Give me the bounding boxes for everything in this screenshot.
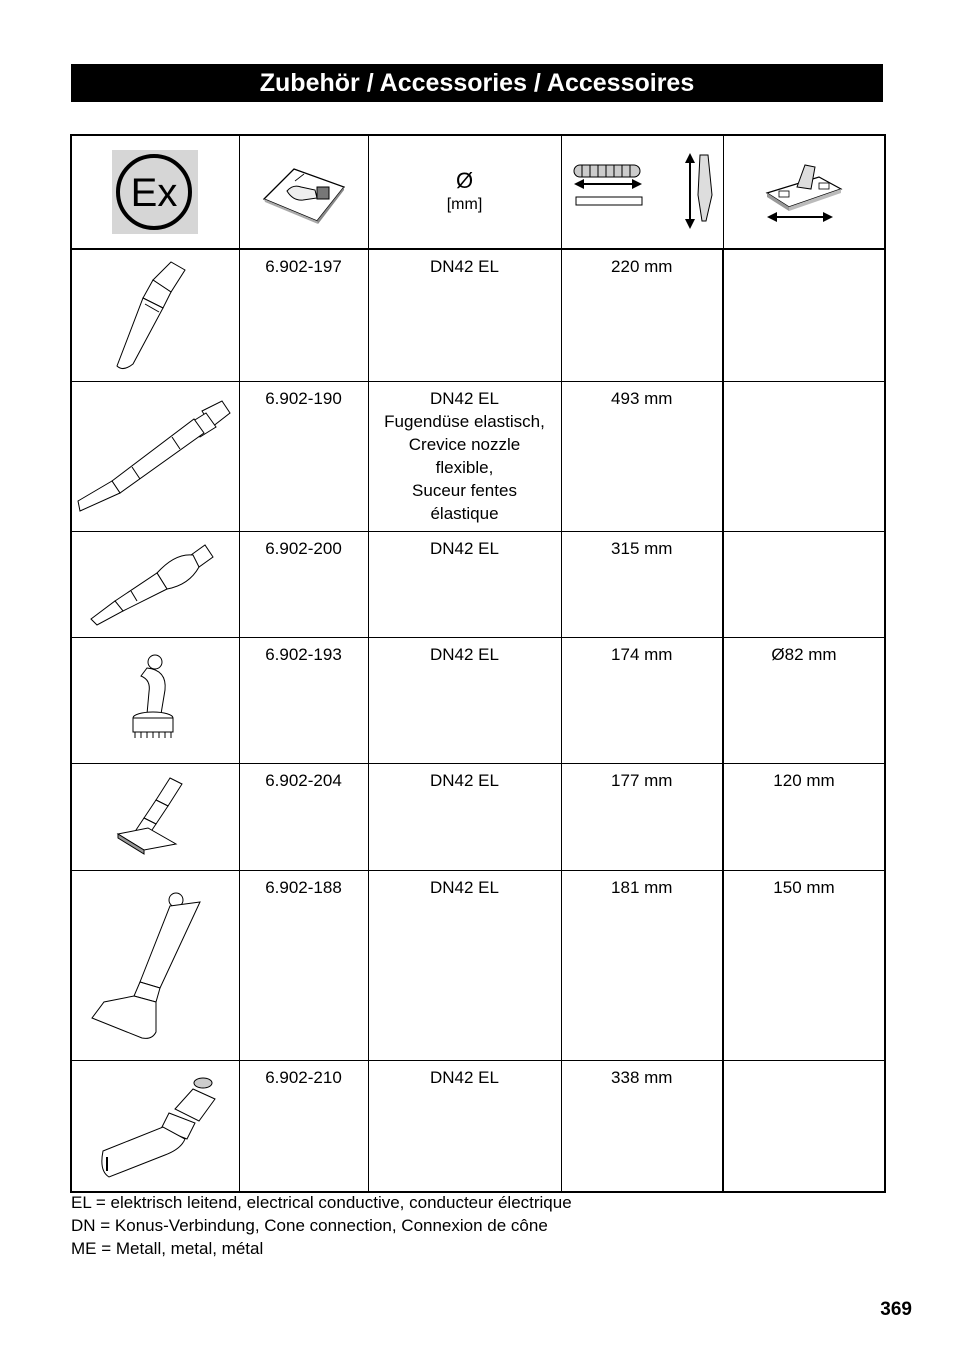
row-image-cell [71, 531, 239, 637]
part-number-cell: 6.902-197 [239, 249, 368, 381]
table-row [71, 763, 885, 870]
connection-cell: DN42 EL [368, 763, 561, 870]
part-number-cell: 6.902-204 [239, 763, 368, 870]
description-line: Fugendüse elastisch, [384, 411, 545, 431]
footnotes [71, 1191, 572, 1260]
round-brush-icon [115, 650, 195, 750]
table-row [71, 870, 885, 1060]
page-number: 369 [880, 1299, 912, 1320]
description-line: Crevice nozzle [408, 434, 521, 454]
width-cell [723, 249, 885, 381]
length-cell: 174 mm [561, 637, 723, 763]
diameter-unit: [mm] [446, 195, 483, 213]
part-number-cell: 6.902-210 [239, 1060, 368, 1192]
width-cell: 150 mm [723, 870, 885, 1060]
width-cell [723, 531, 885, 637]
header-diameter-cell [368, 135, 561, 249]
connection-label: DN42 EL [430, 388, 499, 408]
connection-cell: DN42 EL [368, 249, 561, 381]
upholstery-nozzle-icon [90, 880, 220, 1050]
length-cell: 181 mm [561, 870, 723, 1060]
footnote-me: ME = Metall, metal, métal [71, 1239, 264, 1258]
connection-cell: DN42 EL [368, 1060, 561, 1192]
hand-on-surface-icon [259, 157, 349, 227]
length-cell: 315 mm [561, 531, 723, 637]
length-cell: 338 mm [561, 1060, 723, 1192]
row-image-cell [71, 870, 239, 1060]
row-image-cell [71, 381, 239, 531]
length-cell: 177 mm [561, 763, 723, 870]
header-hand-cell [239, 135, 368, 249]
accessories-table [70, 134, 886, 1193]
width-cell [723, 1060, 885, 1192]
row-image-cell [71, 1060, 239, 1192]
part-number-cell: 6.902-188 [239, 870, 368, 1060]
part-number-cell: 6.902-200 [239, 531, 368, 637]
svg-text:Ex: Ex [130, 171, 178, 215]
row-image-cell [71, 249, 239, 381]
part-number-cell: 6.902-193 [239, 637, 368, 763]
description-line: flexible, [435, 457, 494, 477]
width-cell [723, 381, 885, 531]
table-header-row [71, 135, 885, 249]
diameter-icon: Ø [455, 167, 474, 193]
ex-protection-icon [112, 150, 198, 234]
row-image-cell [71, 637, 239, 763]
connection-cell: DN42 EL [368, 531, 561, 637]
angled-nozzle-icon [95, 260, 215, 370]
footnote-dn: DN = Konus-Verbindung, Cone connection, Connexion de cône [71, 1216, 548, 1235]
header-length-cell [561, 135, 723, 249]
table-row [71, 381, 885, 531]
length-cell: 493 mm [561, 381, 723, 531]
description-line: Suceur fentes [412, 480, 517, 500]
crevice-nozzle-flexible-icon [72, 391, 238, 521]
description-line: élastique [430, 503, 499, 523]
flat-suction-nozzle-icon [85, 1071, 225, 1181]
connection-cell: DN42 EL [368, 870, 561, 1060]
table-row [71, 531, 885, 637]
header-ex-cell [71, 135, 239, 249]
crevice-nozzle-tapered-icon [85, 539, 225, 629]
width-cell: 120 mm [723, 763, 885, 870]
part-number-cell: 6.902-190 [239, 381, 368, 531]
floor-nozzle-width-icon [759, 157, 849, 227]
connection-cell [368, 381, 561, 531]
page-title: Zubehör / Accessories / Accessoires [71, 64, 883, 102]
length-icon [564, 151, 720, 233]
table-row [71, 1060, 885, 1192]
table-row [71, 249, 885, 381]
length-cell: 220 mm [561, 249, 723, 381]
connection-cell: DN42 EL [368, 637, 561, 763]
table-row [71, 637, 885, 763]
footnote-el: EL = elektrisch leitend, electrical conductive, conducteur électrique [71, 1193, 572, 1212]
width-cell: Ø82 mm [723, 637, 885, 763]
header-width-cell [723, 135, 885, 249]
small-floor-nozzle-icon [110, 772, 200, 862]
row-image-cell [71, 763, 239, 870]
